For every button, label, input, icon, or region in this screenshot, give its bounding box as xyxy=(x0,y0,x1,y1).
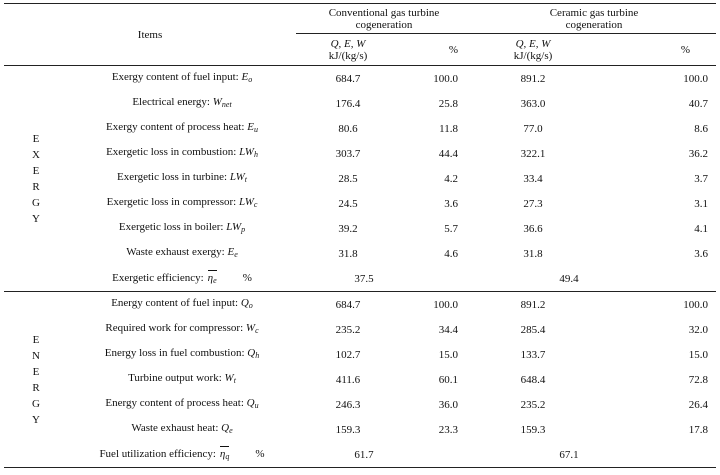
ceramic-pct-cell xyxy=(594,342,716,367)
conventional-value-cell xyxy=(296,367,400,392)
exergetic-efficiency-label-cell xyxy=(68,266,296,292)
row-label-text: Exergy content of fuel input: xyxy=(111,71,242,83)
conventional-pct-cell xyxy=(400,392,472,417)
ceramic-value-cell xyxy=(472,66,594,92)
ceramic-value: 31.8 xyxy=(523,247,543,260)
ceramic-value: 363.0 xyxy=(520,97,546,110)
row-symbol: LW xyxy=(239,146,254,158)
row-symbol-subscript: o xyxy=(248,75,253,84)
ceramic-value: 235.2 xyxy=(520,398,546,411)
exergetic-efficiency-conventional-cell xyxy=(296,266,472,292)
ceramic-pct-cell xyxy=(594,317,716,342)
conventional-pct: 4.6 xyxy=(444,247,459,260)
row-symbol: W xyxy=(224,372,234,384)
table-row xyxy=(4,292,716,318)
row-symbol-subscript: t xyxy=(233,376,236,385)
row-symbol: Q xyxy=(221,422,230,434)
fuel-utilization-efficiency-ceramic-cell xyxy=(472,442,716,468)
conventional-value: 684.7 xyxy=(335,298,361,311)
table-row xyxy=(4,392,716,417)
conventional-value-cell xyxy=(296,317,400,342)
ceramic-pct: 72.8 xyxy=(688,373,709,386)
section-letter: E xyxy=(32,333,40,346)
ceramic-value-cell xyxy=(472,141,594,166)
row-label xyxy=(68,367,296,392)
table-row xyxy=(4,191,716,216)
conventional-value: 303.7 xyxy=(335,147,361,160)
conventional-pct: 36.0 xyxy=(438,398,459,411)
exergy-section-label-letters xyxy=(31,131,41,227)
conventional-value: 411.6 xyxy=(335,373,361,386)
ceramic-pct: 26.4 xyxy=(688,398,709,411)
conventional-value-cell xyxy=(296,392,400,417)
conventional-pct-label: % xyxy=(448,43,459,56)
row-symbol-subscript: u xyxy=(253,125,258,134)
ceramic-header xyxy=(472,4,716,34)
conventional-value-cell xyxy=(296,66,400,92)
section-letter: R xyxy=(32,180,40,193)
conventional-pct-cell xyxy=(400,342,472,367)
conventional-pct: 100.0 xyxy=(433,298,459,311)
conventional-pct-cell xyxy=(400,417,472,442)
ceramic-pct-cell xyxy=(594,91,716,116)
conventional-pct-cell xyxy=(400,166,472,191)
conventional-pct-cell xyxy=(400,317,472,342)
table-body xyxy=(4,4,716,468)
row-symbol-subscript: h xyxy=(255,351,260,360)
row-label-text: Energy content of process heat: xyxy=(105,397,247,409)
section-letter: E xyxy=(32,164,40,177)
ceramic-value-cell xyxy=(472,166,594,191)
conventional-pct-cell xyxy=(400,116,472,141)
ceramic-pct: 32.0 xyxy=(688,323,709,336)
conventional-value: 39.2 xyxy=(338,222,358,235)
conventional-value: 159.3 xyxy=(335,423,361,436)
row-symbol-subscript: c xyxy=(255,326,259,335)
ceramic-pct: 40.7 xyxy=(688,97,709,110)
items-header-label: Items xyxy=(137,28,163,41)
ceramic-pct: 8.6 xyxy=(694,122,709,135)
eta-subscript: q xyxy=(225,452,230,461)
ceramic-value: 77.0 xyxy=(523,122,543,135)
table-row xyxy=(4,116,716,141)
ceramic-value-cell xyxy=(472,191,594,216)
row-label-text: Waste exhaust heat: xyxy=(131,422,222,434)
conventional-header xyxy=(296,4,472,34)
ceramic-unit-label: kJ/(kg/s) xyxy=(513,49,553,62)
fuel-utilization-efficiency-conventional-value: 61.7 xyxy=(354,448,374,461)
ceramic-pct: 4.1 xyxy=(694,222,709,235)
table-row xyxy=(4,216,716,241)
fuel-utilization-efficiency-label: Fuel utilization efficiency: xyxy=(99,448,216,460)
conventional-value: 31.8 xyxy=(338,247,358,260)
conventional-value-cell xyxy=(296,241,400,266)
table-row xyxy=(4,342,716,367)
ceramic-value: 27.3 xyxy=(523,197,543,210)
ceramic-header-line2: cogeneration xyxy=(565,18,623,31)
row-label xyxy=(68,342,296,367)
conventional-pct: 15.0 xyxy=(438,348,459,361)
section-letter: N xyxy=(32,349,40,362)
conventional-pct: 4.2 xyxy=(444,172,459,185)
fuel-utilization-efficiency-ceramic-value: 67.1 xyxy=(559,448,579,461)
ceramic-value: 133.7 xyxy=(520,348,546,361)
ceramic-value: 891.2 xyxy=(520,72,546,85)
conventional-pct-cell xyxy=(400,66,472,92)
row-label-text: Turbine output work: xyxy=(128,372,225,384)
row-label xyxy=(68,216,296,241)
table-row xyxy=(4,166,716,191)
table-row xyxy=(4,317,716,342)
row-symbol: LW xyxy=(226,221,242,233)
conventional-pct-cell xyxy=(400,191,472,216)
conventional-pct-cell xyxy=(400,241,472,266)
eta-subscript: e xyxy=(213,276,217,285)
conventional-pct: 3.6 xyxy=(444,197,459,210)
row-label xyxy=(68,66,296,92)
row-label xyxy=(68,116,296,141)
row-symbol-subscript: p xyxy=(241,225,246,234)
conventional-value: 80.6 xyxy=(338,122,358,135)
conventional-pct: 5.7 xyxy=(444,222,459,235)
row-label xyxy=(68,191,296,216)
table-row xyxy=(4,91,716,116)
conventional-pct-cell xyxy=(400,292,472,318)
table-row xyxy=(4,241,716,266)
row-label xyxy=(68,417,296,442)
ceramic-header-line1: Ceramic gas turbine xyxy=(549,6,639,19)
row-symbol: E xyxy=(227,246,235,258)
conventional-header-line2: cogeneration xyxy=(355,18,413,31)
section-letter: E xyxy=(32,132,40,145)
ceramic-pct-cell xyxy=(594,241,716,266)
ceramic-value: 33.4 xyxy=(523,172,543,185)
row-label-text: Exergy content of process heat: xyxy=(106,121,248,133)
ceramic-value-cell xyxy=(472,91,594,116)
conventional-value: 28.5 xyxy=(338,172,358,185)
conventional-value-cell xyxy=(296,191,400,216)
ceramic-pct-cell xyxy=(594,417,716,442)
row-label xyxy=(68,292,296,318)
ceramic-pct-cell xyxy=(594,392,716,417)
header-row-1 xyxy=(4,4,716,34)
eta-symbol: η xyxy=(207,272,214,284)
conventional-value: 102.7 xyxy=(335,348,361,361)
row-symbol: Q xyxy=(247,347,256,359)
conventional-pct-cell xyxy=(400,91,472,116)
ceramic-pct-header xyxy=(594,34,716,66)
row-label xyxy=(68,241,296,266)
section-letter: R xyxy=(32,381,40,394)
row-symbol: Q xyxy=(240,297,249,309)
conventional-pct-header xyxy=(400,34,472,66)
conventional-pct: 23.3 xyxy=(438,423,459,436)
exergetic-efficiency-unit: % xyxy=(242,272,252,284)
exergetic-efficiency-label: Exergetic efficiency: xyxy=(112,272,204,284)
row-symbol: LW xyxy=(229,171,245,183)
conventional-value-cell xyxy=(296,292,400,318)
row-symbol-subscript: h xyxy=(253,150,258,159)
data-table xyxy=(4,3,716,468)
ceramic-pct-cell xyxy=(594,292,716,318)
eta-bar-symbol xyxy=(220,446,229,463)
cogeneration-comparison-table xyxy=(4,3,716,468)
exergetic-efficiency-ceramic-value: 49.4 xyxy=(559,272,579,285)
ceramic-value-cell xyxy=(472,116,594,141)
section-letter: X xyxy=(32,148,40,161)
section-letter: E xyxy=(32,365,40,378)
ceramic-value: 159.3 xyxy=(520,423,546,436)
fuel-utilization-efficiency-label-cell xyxy=(68,442,296,468)
conventional-value-cell xyxy=(296,91,400,116)
ceramic-pct: 15.0 xyxy=(688,348,709,361)
ceramic-value-cell xyxy=(472,317,594,342)
exergetic-efficiency-row xyxy=(4,266,716,292)
row-symbol-subscript: t xyxy=(244,175,247,184)
eta-bar-symbol xyxy=(208,270,217,287)
ceramic-pct: 3.7 xyxy=(694,172,709,185)
ceramic-pct-cell xyxy=(594,216,716,241)
section-letter: Y xyxy=(32,413,40,426)
row-label xyxy=(68,91,296,116)
energy-section-label xyxy=(4,292,68,468)
ceramic-value-cell xyxy=(472,392,594,417)
conventional-value: 684.7 xyxy=(335,72,361,85)
conventional-value-cell xyxy=(296,216,400,241)
row-label xyxy=(68,317,296,342)
ceramic-value-cell xyxy=(472,417,594,442)
conventional-header-line1: Conventional gas turbine xyxy=(328,6,440,19)
row-label-text: Exergetic loss in turbine: xyxy=(117,171,230,183)
fuel-utilization-efficiency-row xyxy=(4,442,716,468)
energy-section-label-letters xyxy=(31,332,41,428)
ceramic-value: 36.6 xyxy=(523,222,543,235)
conventional-value-cell xyxy=(296,342,400,367)
fuel-utilization-efficiency-unit: % xyxy=(255,448,265,460)
fuel-utilization-efficiency-conventional-cell xyxy=(296,442,472,468)
row-symbol-subscript: e xyxy=(234,250,238,259)
ceramic-pct-cell xyxy=(594,166,716,191)
conventional-value: 235.2 xyxy=(335,323,361,336)
conventional-value-cell xyxy=(296,417,400,442)
conventional-pct-cell xyxy=(400,141,472,166)
conventional-pct-cell xyxy=(400,367,472,392)
exergetic-efficiency-conventional-value: 37.5 xyxy=(354,272,374,285)
row-label-text: Exergetic loss in compressor: xyxy=(106,196,239,208)
ceramic-pct-cell xyxy=(594,141,716,166)
ceramic-value: 648.4 xyxy=(520,373,546,386)
section-letter: G xyxy=(32,397,40,410)
conventional-value-header xyxy=(296,34,400,66)
ceramic-value-cell xyxy=(472,367,594,392)
section-letter: G xyxy=(32,196,40,209)
table-row xyxy=(4,367,716,392)
exergy-section-label xyxy=(4,66,68,292)
conventional-pct: 34.4 xyxy=(438,323,459,336)
row-symbol-subscript: u xyxy=(254,401,259,410)
items-header xyxy=(4,4,296,66)
ceramic-pct-cell xyxy=(594,367,716,392)
row-label-text: Electrical energy: xyxy=(132,96,213,108)
ceramic-pct-cell xyxy=(594,116,716,141)
table-row xyxy=(4,66,716,92)
row-symbol: W xyxy=(212,96,222,108)
conventional-pct: 11.8 xyxy=(439,122,459,135)
row-label-text: Energy loss in fuel combustion: xyxy=(104,347,248,359)
row-label xyxy=(68,141,296,166)
conventional-value: 24.5 xyxy=(338,197,358,210)
ceramic-value: 285.4 xyxy=(520,323,546,336)
conventional-value-cell xyxy=(296,166,400,191)
ceramic-value-header xyxy=(472,34,594,66)
row-symbol: E xyxy=(247,121,254,133)
ceramic-value-cell xyxy=(472,241,594,266)
conventional-pct: 44.4 xyxy=(438,147,459,160)
table-row xyxy=(4,141,716,166)
ceramic-pct: 36.2 xyxy=(688,147,709,160)
row-label-text: Exergetic loss in combustion: xyxy=(106,146,240,158)
conventional-value: 176.4 xyxy=(335,97,361,110)
exergetic-efficiency-ceramic-cell xyxy=(472,266,716,292)
ceramic-value: 322.1 xyxy=(520,147,546,160)
row-label xyxy=(68,166,296,191)
ceramic-pct: 3.1 xyxy=(694,197,709,210)
ceramic-qew-label: Q, E, W xyxy=(515,37,551,50)
ceramic-value: 891.2 xyxy=(520,298,546,311)
conventional-pct-cell xyxy=(400,216,472,241)
row-label-text: Required work for compressor: xyxy=(105,322,246,334)
ceramic-pct: 3.6 xyxy=(694,247,709,260)
ceramic-pct-cell xyxy=(594,66,716,92)
eta-symbol: η xyxy=(219,448,226,460)
conventional-value-cell xyxy=(296,141,400,166)
row-symbol: E xyxy=(241,71,249,83)
ceramic-pct: 100.0 xyxy=(683,298,709,311)
ceramic-pct: 100.0 xyxy=(683,72,709,85)
conventional-qew-label: Q, E, W xyxy=(330,37,366,50)
row-symbol-subscript: c xyxy=(253,200,258,209)
ceramic-value-cell xyxy=(472,292,594,318)
ceramic-value-cell xyxy=(472,342,594,367)
conventional-pct: 25.8 xyxy=(438,97,459,110)
row-symbol: Q xyxy=(246,397,255,409)
row-symbol-subscript: e xyxy=(229,426,233,435)
row-label-text: Exergetic loss in boiler: xyxy=(118,221,227,233)
row-symbol: LW xyxy=(238,196,254,208)
ceramic-pct-label: % xyxy=(680,43,691,56)
table-row xyxy=(4,417,716,442)
row-symbol-subscript: net xyxy=(221,100,232,109)
row-label xyxy=(68,392,296,417)
ceramic-pct-cell xyxy=(594,191,716,216)
row-symbol-subscript: o xyxy=(248,301,253,310)
conventional-pct: 60.1 xyxy=(438,373,459,386)
ceramic-value-cell xyxy=(472,216,594,241)
section-letter: Y xyxy=(32,212,40,225)
row-label-text: Waste exhaust exergy: xyxy=(126,246,228,258)
conventional-value-cell xyxy=(296,116,400,141)
row-symbol: W xyxy=(245,322,256,334)
conventional-pct: 100.0 xyxy=(433,72,459,85)
row-label-text: Energy content of fuel input: xyxy=(111,297,241,309)
conventional-value: 246.3 xyxy=(335,398,361,411)
conventional-unit-label: kJ/(kg/s) xyxy=(328,49,368,62)
ceramic-pct: 17.8 xyxy=(688,423,709,436)
